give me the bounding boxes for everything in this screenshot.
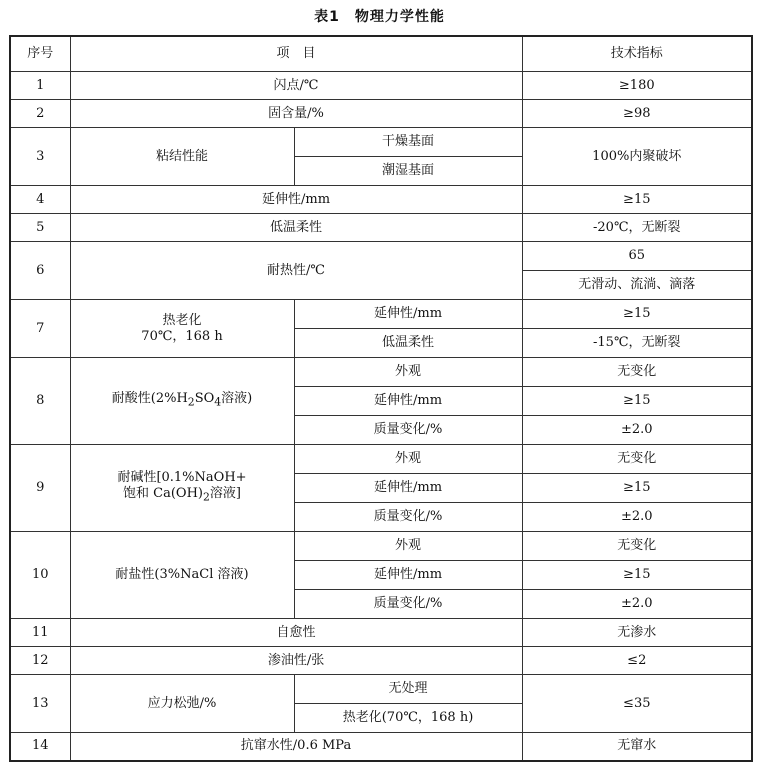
table-row	[10, 186, 752, 214]
row-no: 2	[10, 100, 70, 128]
row-value: ±2.0	[522, 590, 752, 619]
row-no: 11	[10, 619, 70, 647]
row-item	[70, 358, 294, 445]
header-index: 技术指标	[522, 36, 752, 72]
row-item-text: 饱和 Ca(OH)	[123, 486, 203, 502]
table-row	[10, 675, 752, 704]
row-value: 无变化	[522, 532, 752, 561]
row-value: ≥15	[522, 474, 752, 503]
row-item	[70, 300, 294, 358]
row-sub: 无处理	[294, 675, 522, 704]
table-row	[10, 72, 752, 100]
table-row	[10, 242, 752, 271]
row-value: ≥15	[522, 300, 752, 329]
row-item: 粘结性能	[70, 128, 294, 186]
row-sub: 外观	[294, 358, 522, 387]
row-sub: 外观	[294, 445, 522, 474]
row-item-text: SO	[194, 391, 215, 407]
row-value: ≥98	[522, 100, 752, 128]
row-item	[70, 445, 294, 532]
row-no: 10	[10, 532, 70, 619]
row-item-text: 溶液]	[209, 486, 241, 502]
row-item: 耐热性/℃	[70, 242, 522, 300]
row-no: 13	[10, 675, 70, 733]
table-row	[10, 300, 752, 329]
row-item-line2: 70℃，168 h	[141, 328, 223, 344]
table-row	[10, 532, 752, 561]
row-item-sub: 2	[187, 395, 195, 409]
row-value: 65	[522, 242, 752, 271]
row-no: 5	[10, 214, 70, 242]
row-item-sub: 4	[214, 395, 222, 409]
row-sub: 质量变化/%	[294, 416, 522, 445]
table-row	[10, 100, 752, 128]
row-value: ±2.0	[522, 503, 752, 532]
row-item-text: 耐酸性(2%H	[111, 391, 188, 407]
row-sub: 干燥基面	[294, 128, 522, 157]
row-item: 抗窜水性/0.6 MPa	[70, 733, 522, 761]
row-no: 12	[10, 647, 70, 675]
table-row	[10, 647, 752, 675]
row-sub: 外观	[294, 532, 522, 561]
table-row	[10, 733, 752, 761]
row-item: 低温柔性	[70, 214, 522, 242]
row-item: 应力松弛/%	[70, 675, 294, 733]
row-value: ≤35	[522, 675, 752, 733]
row-value: ≥15	[522, 186, 752, 214]
table-row	[10, 619, 752, 647]
row-item: 耐盐性(3%NaCl 溶液)	[70, 532, 294, 619]
row-item: 固含量/%	[70, 100, 522, 128]
row-sub: 延伸性/mm	[294, 300, 522, 329]
row-value: 无变化	[522, 358, 752, 387]
row-value: -15℃，无断裂	[522, 329, 752, 358]
row-value: 100%内聚破坏	[522, 128, 752, 186]
header-item: 项 目	[70, 36, 522, 72]
row-item-sub: 2	[203, 490, 210, 504]
row-sub: 热老化(70℃，168 h)	[294, 704, 522, 733]
row-value: 无变化	[522, 445, 752, 474]
row-value: ≥180	[522, 72, 752, 100]
row-value: ±2.0	[522, 416, 752, 445]
header-row	[10, 36, 752, 72]
table-row	[10, 358, 752, 387]
row-item: 闪点/℃	[70, 72, 522, 100]
row-value: 无窜水	[522, 733, 752, 761]
row-no: 3	[10, 128, 70, 186]
row-value: 无滑动、流淌、滴落	[522, 271, 752, 300]
table-row	[10, 128, 752, 157]
table-row	[10, 445, 752, 474]
row-no: 4	[10, 186, 70, 214]
row-value: ≥15	[522, 387, 752, 416]
row-sub: 低温柔性	[294, 329, 522, 358]
row-item-text: 溶液)	[221, 391, 253, 407]
table-title: 表1 物理力学性能	[314, 9, 445, 25]
header-no: 序号	[10, 36, 70, 72]
row-sub: 延伸性/mm	[294, 474, 522, 503]
row-sub: 延伸性/mm	[294, 561, 522, 590]
row-no: 1	[10, 72, 70, 100]
row-item: 渗油性/张	[70, 647, 522, 675]
row-no: 9	[10, 445, 70, 532]
row-value: ≥15	[522, 561, 752, 590]
row-value: ≤2	[522, 647, 752, 675]
properties-table	[9, 35, 753, 762]
row-item: 延伸性/mm	[70, 186, 522, 214]
row-value: -20℃，无断裂	[522, 214, 752, 242]
row-no: 8	[10, 358, 70, 445]
row-value: 无渗水	[522, 619, 752, 647]
row-item-line1: 热老化	[162, 312, 202, 328]
row-no: 6	[10, 242, 70, 300]
row-no: 7	[10, 300, 70, 358]
row-item: 自愈性	[70, 619, 522, 647]
row-sub: 质量变化/%	[294, 503, 522, 532]
row-sub: 延伸性/mm	[294, 387, 522, 416]
row-sub: 潮湿基面	[294, 157, 522, 186]
table-row	[10, 214, 752, 242]
row-no: 14	[10, 733, 70, 761]
row-sub: 质量变化/%	[294, 590, 522, 619]
row-item-line1: 耐碱性[0.1%NaOH+	[117, 470, 247, 486]
